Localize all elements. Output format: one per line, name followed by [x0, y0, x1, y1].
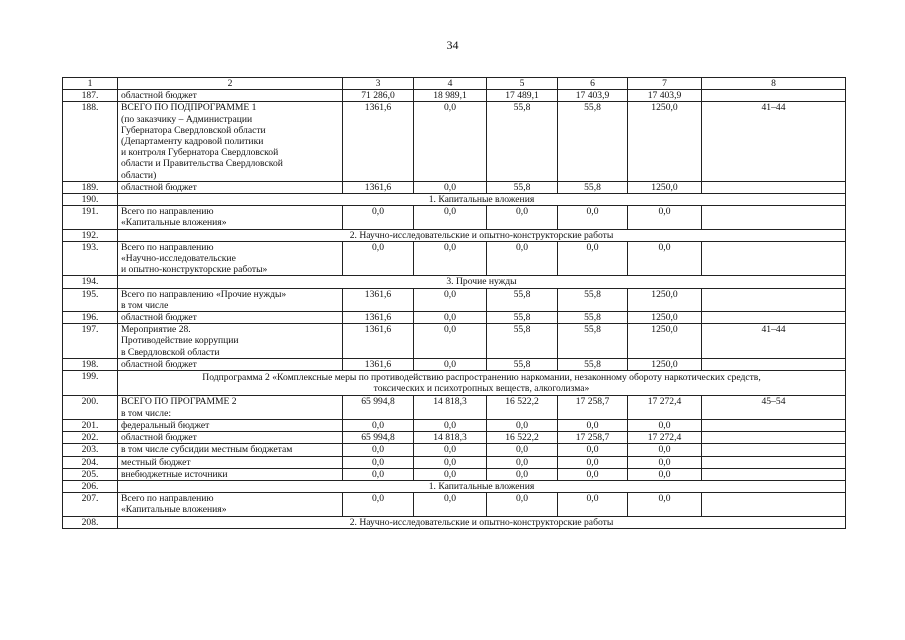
subprogram-heading: Подпрограмма 2 «Комплексные меры по противодействию распространению наркомании, незаконному обороту наркотических средств, токсических и психотропных веществ, алкоголизма»: [118, 371, 846, 396]
value-col-5: 0,0: [487, 206, 558, 229]
value-col-5: 55,8: [487, 324, 558, 359]
section-heading: 1. Капитальные вложения: [118, 194, 846, 206]
table-row: [63, 493, 846, 516]
row-description: областной бюджет: [118, 312, 343, 324]
value-col-3: 1361,6: [343, 102, 414, 181]
table-row: [63, 516, 846, 528]
value-col-4: 0,0: [414, 444, 487, 456]
table-row: [63, 432, 846, 444]
value-col-4: 0,0: [414, 419, 487, 431]
table-row: [63, 371, 846, 396]
row-description: местный бюджет: [118, 456, 343, 468]
row-number: 200.: [63, 396, 118, 419]
value-col-7: 1250,0: [628, 181, 702, 193]
value-col-7: 0,0: [628, 419, 702, 431]
row-description: Всего по направлению «Прочие нужды» в том числе: [118, 288, 343, 311]
section-heading: 1. Капитальные вложения: [118, 480, 846, 492]
table-row: [63, 468, 846, 480]
section-heading: 3. Прочие нужды: [118, 276, 846, 288]
value-col-7: 1250,0: [628, 324, 702, 359]
table-row: [63, 288, 846, 311]
reference-cell: [702, 288, 846, 311]
value-col-4: 0,0: [414, 312, 487, 324]
reference-cell: [702, 181, 846, 193]
value-col-6: 55,8: [558, 324, 628, 359]
row-number: 201.: [63, 419, 118, 431]
table-row: [63, 90, 846, 102]
value-col-7: 0,0: [628, 206, 702, 229]
value-col-3: 1361,6: [343, 288, 414, 311]
header-row: [63, 78, 846, 90]
reference-cell: [702, 90, 846, 102]
row-number: 203.: [63, 444, 118, 456]
value-col-6: 55,8: [558, 288, 628, 311]
header-cell-4: 4: [414, 78, 487, 90]
row-description: ВСЕГО ПО ПОДПРОГРАММЕ 1 (по заказчику – Администрации Губернатора Свердловской области (Департаменту кадровой политики и контроля Губернатора Свердловской области и Правительства Свердловской области): [118, 102, 343, 181]
reference-cell: [702, 241, 846, 276]
value-col-7: 1250,0: [628, 358, 702, 370]
row-number: 188.: [63, 102, 118, 181]
value-col-3: 65 994,8: [343, 396, 414, 419]
table-row: [63, 312, 846, 324]
reference-cell: 41–44: [702, 102, 846, 181]
row-number: 206.: [63, 480, 118, 492]
value-col-4: 0,0: [414, 241, 487, 276]
value-col-5: 16 522,2: [487, 396, 558, 419]
header-cell-1: 1: [63, 78, 118, 90]
table-row: [63, 276, 846, 288]
reference-cell: [702, 456, 846, 468]
value-col-3: 1361,6: [343, 358, 414, 370]
row-number: 199.: [63, 371, 118, 396]
value-col-6: 17 258,7: [558, 396, 628, 419]
value-col-4: 0,0: [414, 102, 487, 181]
header-cell-5: 5: [487, 78, 558, 90]
value-col-3: 0,0: [343, 444, 414, 456]
value-col-4: 0,0: [414, 358, 487, 370]
value-col-5: 16 522,2: [487, 432, 558, 444]
reference-cell: 45–54: [702, 396, 846, 419]
value-col-6: 17 403,9: [558, 90, 628, 102]
value-col-5: 0,0: [487, 419, 558, 431]
value-col-5: 55,8: [487, 102, 558, 181]
value-col-6: 55,8: [558, 102, 628, 181]
row-description: областной бюджет: [118, 358, 343, 370]
row-description: Всего по направлению «Научно-исследовательские и опытно-конструкторские работы»: [118, 241, 343, 276]
row-number: 187.: [63, 90, 118, 102]
value-col-7: 17 403,9: [628, 90, 702, 102]
row-description: внебюджетные источники: [118, 468, 343, 480]
header-cell-3: 3: [343, 78, 414, 90]
table-row: [63, 194, 846, 206]
table-row: [63, 324, 846, 359]
table-row: [63, 396, 846, 419]
row-description: областной бюджет: [118, 90, 343, 102]
value-col-3: 0,0: [343, 468, 414, 480]
value-col-7: 17 272,4: [628, 432, 702, 444]
row-number: 205.: [63, 468, 118, 480]
table-row: [63, 358, 846, 370]
section-heading: 2. Научно-исследовательские и опытно-конструкторские работы: [118, 516, 846, 528]
value-col-5: 0,0: [487, 468, 558, 480]
row-description: ВСЕГО ПО ПРОГРАММЕ 2 в том числе:: [118, 396, 343, 419]
value-col-7: 1250,0: [628, 102, 702, 181]
row-description: федеральный бюджет: [118, 419, 343, 431]
row-number: 193.: [63, 241, 118, 276]
value-col-3: 1361,6: [343, 324, 414, 359]
value-col-6: 55,8: [558, 181, 628, 193]
row-number: 195.: [63, 288, 118, 311]
value-col-4: 0,0: [414, 493, 487, 516]
reference-cell: [702, 444, 846, 456]
value-col-6: 55,8: [558, 312, 628, 324]
table-row: [63, 206, 846, 229]
value-col-5: 0,0: [487, 444, 558, 456]
value-col-6: 55,8: [558, 358, 628, 370]
table-row: [63, 419, 846, 431]
header-cell-7: 7: [628, 78, 702, 90]
row-number: 192.: [63, 229, 118, 241]
value-col-6: 17 258,7: [558, 432, 628, 444]
value-col-7: 1250,0: [628, 288, 702, 311]
page-number: 34: [446, 38, 459, 52]
row-description: областной бюджет: [118, 432, 343, 444]
row-number: 204.: [63, 456, 118, 468]
reference-cell: [702, 432, 846, 444]
value-col-6: 0,0: [558, 456, 628, 468]
value-col-6: 0,0: [558, 493, 628, 516]
header-cell-2: 2: [118, 78, 343, 90]
value-col-4: 0,0: [414, 468, 487, 480]
value-col-3: 1361,6: [343, 312, 414, 324]
row-number: 207.: [63, 493, 118, 516]
value-col-7: 0,0: [628, 444, 702, 456]
value-col-3: 65 994,8: [343, 432, 414, 444]
value-col-7: 17 272,4: [628, 396, 702, 419]
value-col-5: 55,8: [487, 312, 558, 324]
budget-table: [62, 77, 846, 529]
row-description: Мероприятие 28. Противодействие коррупции в Свердловской области: [118, 324, 343, 359]
header-cell-6: 6: [558, 78, 628, 90]
value-col-5: 55,8: [487, 358, 558, 370]
value-col-3: 0,0: [343, 493, 414, 516]
reference-cell: [702, 358, 846, 370]
value-col-7: 0,0: [628, 468, 702, 480]
reference-cell: [702, 468, 846, 480]
value-col-5: 0,0: [487, 493, 558, 516]
table-row: [63, 229, 846, 241]
reference-cell: [702, 493, 846, 516]
value-col-3: 1361,6: [343, 181, 414, 193]
value-col-6: 0,0: [558, 444, 628, 456]
value-col-4: 0,0: [414, 456, 487, 468]
value-col-4: 18 989,1: [414, 90, 487, 102]
reference-cell: [702, 419, 846, 431]
row-description: Всего по направлению «Капитальные вложения»: [118, 206, 343, 229]
table-row: [63, 241, 846, 276]
value-col-5: 0,0: [487, 456, 558, 468]
row-number: 198.: [63, 358, 118, 370]
value-col-6: 0,0: [558, 241, 628, 276]
value-col-3: 0,0: [343, 456, 414, 468]
table-row: [63, 181, 846, 193]
value-col-5: 0,0: [487, 241, 558, 276]
value-col-4: 0,0: [414, 181, 487, 193]
header-cell-8: 8: [702, 78, 846, 90]
value-col-6: 0,0: [558, 419, 628, 431]
value-col-3: 0,0: [343, 419, 414, 431]
reference-cell: [702, 206, 846, 229]
row-number: 190.: [63, 194, 118, 206]
value-col-3: 0,0: [343, 241, 414, 276]
row-number: 189.: [63, 181, 118, 193]
row-number: 196.: [63, 312, 118, 324]
value-col-3: 0,0: [343, 206, 414, 229]
value-col-4: 0,0: [414, 288, 487, 311]
value-col-7: 0,0: [628, 456, 702, 468]
value-col-7: 0,0: [628, 493, 702, 516]
table-row: [63, 102, 846, 181]
row-number: 202.: [63, 432, 118, 444]
row-number: 208.: [63, 516, 118, 528]
value-col-6: 0,0: [558, 468, 628, 480]
reference-cell: 41–44: [702, 324, 846, 359]
value-col-7: 1250,0: [628, 312, 702, 324]
section-heading: 2. Научно-исследовательские и опытно-конструкторские работы: [118, 229, 846, 241]
table-row: [63, 480, 846, 492]
value-col-7: 0,0: [628, 241, 702, 276]
value-col-4: 14 818,3: [414, 396, 487, 419]
value-col-5: 17 489,1: [487, 90, 558, 102]
row-number: 197.: [63, 324, 118, 359]
table-row: [63, 456, 846, 468]
row-number: 194.: [63, 276, 118, 288]
value-col-4: 0,0: [414, 206, 487, 229]
value-col-4: 0,0: [414, 324, 487, 359]
table-row: [63, 444, 846, 456]
reference-cell: [702, 312, 846, 324]
row-description: областной бюджет: [118, 181, 343, 193]
row-number: 191.: [63, 206, 118, 229]
value-col-6: 0,0: [558, 206, 628, 229]
value-col-3: 71 286,0: [343, 90, 414, 102]
value-col-5: 55,8: [487, 288, 558, 311]
row-description: в том числе субсидии местным бюджетам: [118, 444, 343, 456]
value-col-4: 14 818,3: [414, 432, 487, 444]
row-description: Всего по направлению «Капитальные вложения»: [118, 493, 343, 516]
value-col-5: 55,8: [487, 181, 558, 193]
